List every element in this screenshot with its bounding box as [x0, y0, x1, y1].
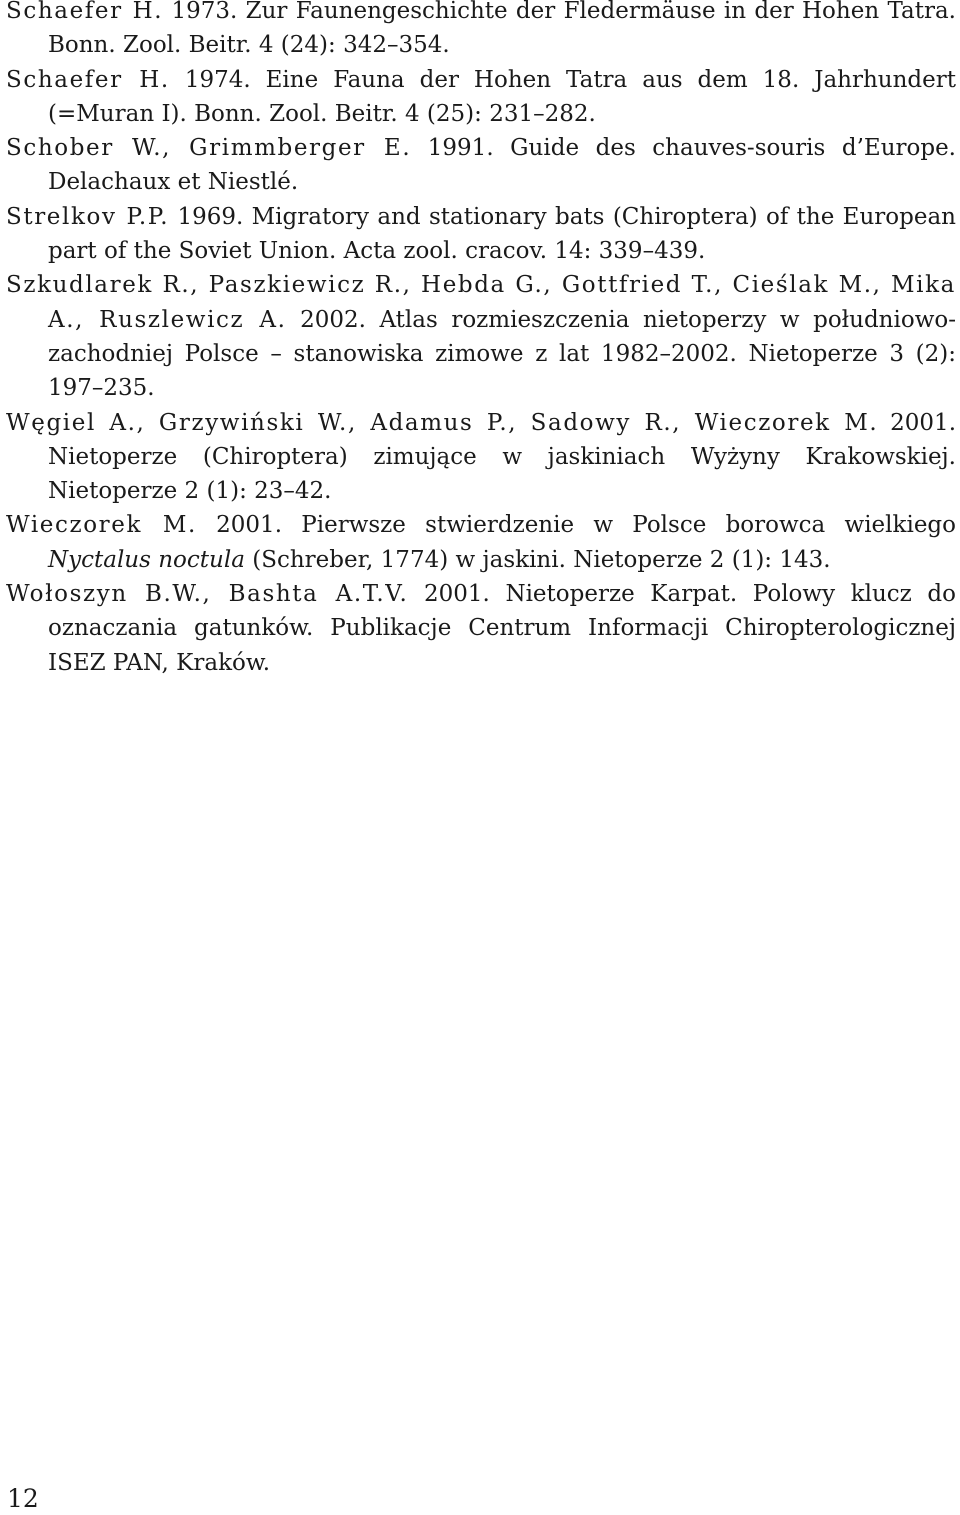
reference-authors: Schaefer H.	[6, 0, 164, 24]
reference-details-cont: (Schreber, 1774) w jaskini. Nietoperze 2 (1): 143.	[244, 546, 831, 573]
reference-details: 1969. Migratory and stationary bats (Chiroptera) of the European part of the Soviet Union. Acta zool. cracov. 14: 339–439.	[48, 203, 956, 265]
reference-details: 2001. Nietoperze Karpat. Polowy klucz do oznaczania gatunków. Publikacje Centrum Informacji Chiropterologicznej ISEZ PAN, Kraków.	[48, 581, 956, 676]
reference-authors: Strelkov P.P.	[6, 203, 170, 230]
reference-authors: Schober W., Grimmberger E.	[6, 135, 412, 162]
reference-details: 2001. Pierwsze stwierdzenie w Polsce borowca wielkiego	[196, 512, 956, 539]
reference-entry	[6, 0, 956, 63]
reference-authors: Wieczorek M.	[6, 512, 197, 539]
reference-list	[6, 0, 956, 680]
page-number: 12	[7, 1484, 39, 1513]
reference-authors: Schaefer H.	[6, 66, 170, 93]
reference-details: 2001. Nietoperze (Chiroptera) zimujące w jaskiniach Wyżyny Krakowskiej. Nietoperze 2 (1): 23–42.	[48, 409, 957, 505]
reference-entry	[6, 63, 956, 132]
reference-authors: Węgiel A., Grzywiński W., Adamus P., Sadowy R., Wieczorek M.	[6, 409, 879, 436]
reference-entry	[6, 131, 956, 200]
reference-details: 1991. Guide des chauves-souris d’Europe. Delachaux et Niestlé.	[48, 135, 956, 196]
reference-entry	[6, 268, 956, 405]
species-name: Nyctalus noctula	[48, 546, 245, 573]
reference-details: 1974. Eine Fauna der Hohen Tatra aus dem 18. Jahrhundert (=Muran I). Bonn. Zool. Beitr. 4 (25): 231–282.	[48, 66, 956, 127]
reference-details: 1973. Zur Faunengeschichte der Fledermäuse in der Hohen Tatra. Bonn. Zool. Beitr. 4 (24): 342–354.	[48, 0, 956, 59]
reference-details: 2002. Atlas rozmieszczenia nietoperzy w południowo-zachodniej Polsce – stanowiska zimowe z lat 1982–2002. Nietoperze 3 (2): 197–235.	[48, 306, 956, 402]
reference-entry	[6, 406, 956, 509]
reference-authors: Wołoszyn B.W., Bashta A.T.V.	[6, 581, 409, 608]
reference-entry	[6, 508, 956, 577]
reference-entry	[6, 200, 956, 269]
reference-authors: Szkudlarek R., Paszkiewicz R., Hebda G., Gottfried T., Cieślak M., Mika A., Ruszlewicz A.	[6, 272, 956, 333]
reference-entry	[6, 577, 956, 680]
